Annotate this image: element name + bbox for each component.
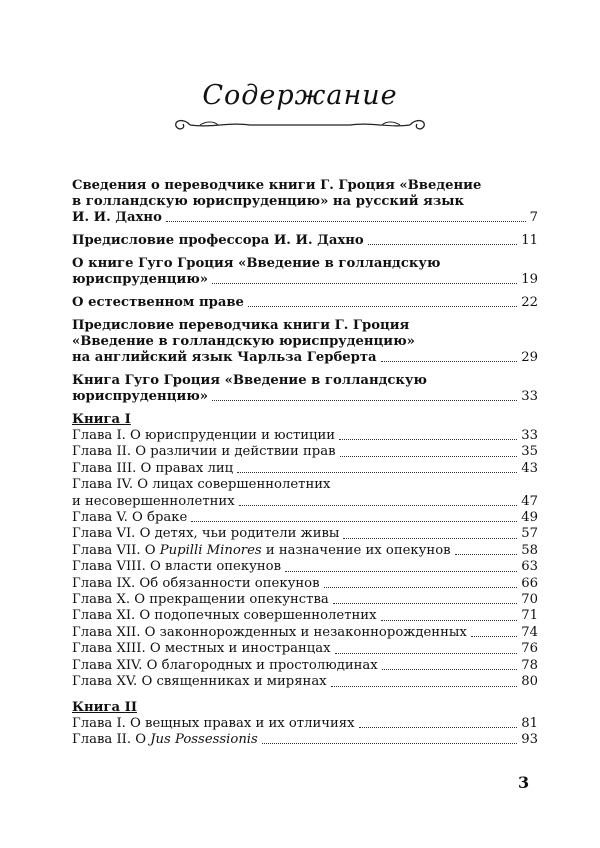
chapter-list xyxy=(72,716,538,749)
dot-leader xyxy=(455,554,518,555)
dot-leader xyxy=(340,456,518,457)
toc-chapter[interactable] xyxy=(72,461,538,477)
page-ref: 11 xyxy=(521,233,538,248)
chapter-title: Глава XV. О священниках и мирянах xyxy=(72,674,327,690)
toc-chapter[interactable] xyxy=(72,625,538,641)
dot-leader xyxy=(381,361,518,362)
ornament-divider xyxy=(170,116,430,134)
toc-entry-line: Сведения о переводчике книги Г. Гроция «Введение xyxy=(72,178,482,193)
dot-leader xyxy=(339,439,517,440)
toc-entry-title: юриспруденцию» xyxy=(72,272,208,287)
page-ref: 7 xyxy=(529,210,538,225)
page-ref: 63 xyxy=(521,559,538,575)
toc-entry-line: Книга Гуго Гроция «Введение в голландскую xyxy=(72,373,427,388)
toc-chapter[interactable] xyxy=(72,543,538,559)
toc-chapter[interactable] xyxy=(72,641,538,657)
dot-leader xyxy=(166,221,526,222)
toc-entry[interactable] xyxy=(72,373,538,405)
chapter-title: и несовершеннолетних xyxy=(72,493,235,509)
chapter-title: Глава XII. О законнорожденных и незаконнорожденных xyxy=(72,624,467,640)
toc-chapter[interactable] xyxy=(72,674,538,690)
page-ref: 74 xyxy=(521,624,538,640)
page-ref: 22 xyxy=(521,295,538,310)
chapter-title: Глава XI. О подопечных совершеннолетних xyxy=(72,608,377,624)
page-ref: 33 xyxy=(521,428,538,443)
toc-entry[interactable] xyxy=(72,295,538,311)
toc-entry-title: на английский язык Чарльза Герберта xyxy=(72,350,377,365)
toc-chapter[interactable] xyxy=(72,559,538,575)
page-ref: 19 xyxy=(521,272,538,287)
page-ref: 33 xyxy=(521,389,538,404)
page-number: 3 xyxy=(518,773,530,792)
dot-leader xyxy=(285,571,517,572)
latin-term: Pupilli Minores xyxy=(159,542,262,558)
page-ref: 93 xyxy=(521,731,538,747)
page-ref: 70 xyxy=(521,592,538,608)
book-heading: Книга II xyxy=(72,699,137,715)
chapter-title-line: Глава IV. О лицах совершеннолетних xyxy=(72,477,331,493)
toc-chapter[interactable] xyxy=(72,592,538,608)
page-ref: 29 xyxy=(521,350,538,365)
page-ref: 66 xyxy=(521,575,538,591)
chapter-title-suffix: и назначение их опекунов xyxy=(261,542,451,558)
page-ref: 71 xyxy=(521,608,538,624)
chapter-title: Глава I. О юриспруденции и юстиции xyxy=(72,428,336,443)
page-title: Содержание xyxy=(202,80,398,111)
dot-leader xyxy=(212,283,517,284)
toc-entry-line: О книге Гуго Гроция «Введение в голландскую xyxy=(72,256,441,271)
toc-chapter[interactable] xyxy=(72,658,538,674)
chapter-title: Глава X. О прекращении опекунства xyxy=(72,592,329,608)
toc-chapter[interactable] xyxy=(72,576,538,592)
page-ref: 57 xyxy=(521,526,538,542)
page-ref: 81 xyxy=(521,715,538,731)
toc-chapter[interactable] xyxy=(72,716,538,732)
dot-leader xyxy=(382,669,517,670)
toc-chapter[interactable] xyxy=(72,494,538,510)
toc-entry-title: О естественном праве xyxy=(72,295,244,310)
chapter-title: Глава V. О браке xyxy=(72,510,188,526)
dot-leader xyxy=(471,636,517,637)
toc-chapter[interactable] xyxy=(72,428,538,444)
toc-chapter[interactable] xyxy=(72,732,538,748)
dot-leader xyxy=(359,727,518,728)
page-ref: 76 xyxy=(521,641,538,657)
chapter-title: Глава IX. Об обязанности опекунов xyxy=(72,575,320,591)
dot-leader xyxy=(343,538,517,539)
page-ref: 47 xyxy=(521,493,538,509)
page-ref: 43 xyxy=(521,460,538,476)
dot-leader xyxy=(191,521,517,522)
toc-chapter[interactable] xyxy=(72,526,538,542)
dot-leader xyxy=(331,686,518,687)
toc-entry-line: «Введение в голландскую юриспруденцию» xyxy=(72,334,415,349)
toc-entry-line: Предисловие переводчика книги Г. Гроция xyxy=(72,318,410,333)
dot-leader xyxy=(368,244,518,245)
chapter-title xyxy=(72,732,258,748)
chapter-title-prefix: Глава VII. О xyxy=(72,542,160,558)
chapter-list xyxy=(72,428,538,691)
page-ref: 35 xyxy=(521,444,538,460)
dot-leader xyxy=(248,306,517,307)
chapter-title: Глава VIII. О власти опекунов xyxy=(72,559,282,575)
toc-chapter[interactable] xyxy=(72,510,538,526)
toc-entry-title: И. И. Дахно xyxy=(72,210,162,225)
dot-leader xyxy=(212,400,517,401)
latin-term: Jus Possessionis xyxy=(150,731,258,747)
chapter-title: Глава I. О вещных правах и их отличиях xyxy=(72,715,355,731)
toc-chapter[interactable] xyxy=(72,608,538,624)
dot-leader xyxy=(333,603,517,604)
toc-entry-title: юриспруденцию» xyxy=(72,389,208,404)
page-ref: 78 xyxy=(521,657,538,673)
dot-leader xyxy=(239,505,518,506)
chapter-title: Глава VI. О детях, чьи родители живы xyxy=(72,526,340,542)
page-ref: 49 xyxy=(521,510,538,526)
chapter-title: Глава II. О различии и действии прав xyxy=(72,444,336,460)
chapter-title xyxy=(72,543,451,559)
toc-entry[interactable] xyxy=(72,256,538,288)
toc-entry[interactable] xyxy=(72,178,538,226)
chapter-title: Глава XIII. О местных и иностранцах xyxy=(72,641,331,657)
table-of-contents xyxy=(72,178,538,748)
page-ref: 80 xyxy=(521,674,538,690)
dot-leader xyxy=(381,620,518,621)
chapter-title: Глава XIV. О благородных и простолюдинах xyxy=(72,657,378,673)
dot-leader xyxy=(335,653,518,654)
toc-entry[interactable] xyxy=(72,233,538,249)
dot-leader xyxy=(262,743,517,744)
toc-entry-line: в голландскую юриспруденцию» на русский язык xyxy=(72,194,464,209)
book-heading: Книга I xyxy=(72,412,131,427)
page-ref: 58 xyxy=(521,542,538,558)
chapter-title: Глава III. О правах лиц xyxy=(72,460,234,476)
dot-leader xyxy=(324,587,518,588)
toc-entry-title: Предисловие профессора И. И. Дахно xyxy=(72,233,364,248)
dot-leader xyxy=(237,472,517,473)
toc-chapter[interactable] xyxy=(72,444,538,460)
chapter-title-prefix: Глава II. О xyxy=(72,731,151,747)
toc-entry[interactable] xyxy=(72,318,538,366)
